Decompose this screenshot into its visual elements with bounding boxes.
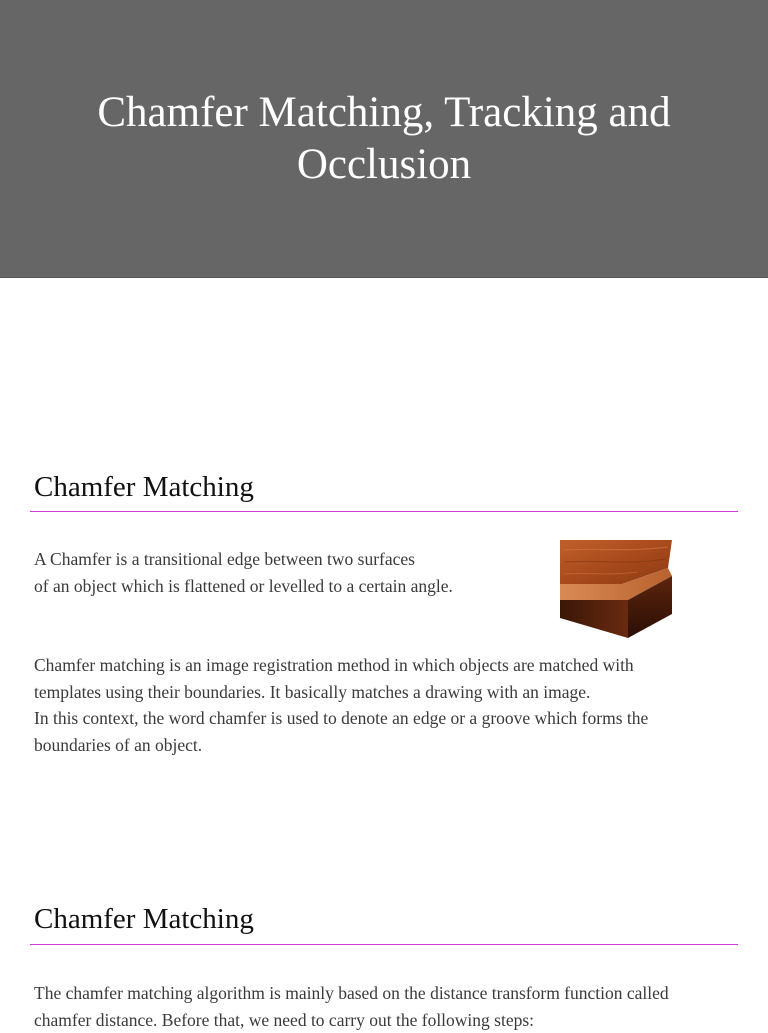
text-line: In this context, the word chamfer is used to denote an edge or a groove which forms the [34, 705, 648, 732]
section-heading: Chamfer Matching [34, 902, 254, 936]
text-line: A Chamfer is a transitional edge between two surfaces [34, 546, 453, 573]
wooden-chamfered-edge-image [558, 538, 676, 642]
chamfer-matching-description [34, 652, 648, 758]
algorithm-description [34, 980, 669, 1033]
section-heading: Chamfer Matching [34, 470, 254, 504]
heading-divider [30, 944, 738, 945]
text-line: boundaries of an object. [34, 732, 648, 759]
heading-divider [30, 511, 738, 512]
title-slide [0, 0, 768, 278]
text-line: of an object which is flattened or levelled to a certain angle. [34, 573, 453, 600]
text-line: The chamfer matching algorithm is mainly based on the distance transform function called [34, 980, 669, 1007]
chamfer-definition [34, 546, 453, 599]
presentation-title: Chamfer Matching, Tracking and Occlusion [64, 87, 704, 191]
text-line: templates using their boundaries. It basically matches a drawing with an image. [34, 679, 648, 706]
text-line: chamfer distance. Before that, we need to carry out the following steps: [34, 1007, 669, 1033]
text-line: Chamfer matching is an image registration method in which objects are matched with [34, 652, 648, 679]
